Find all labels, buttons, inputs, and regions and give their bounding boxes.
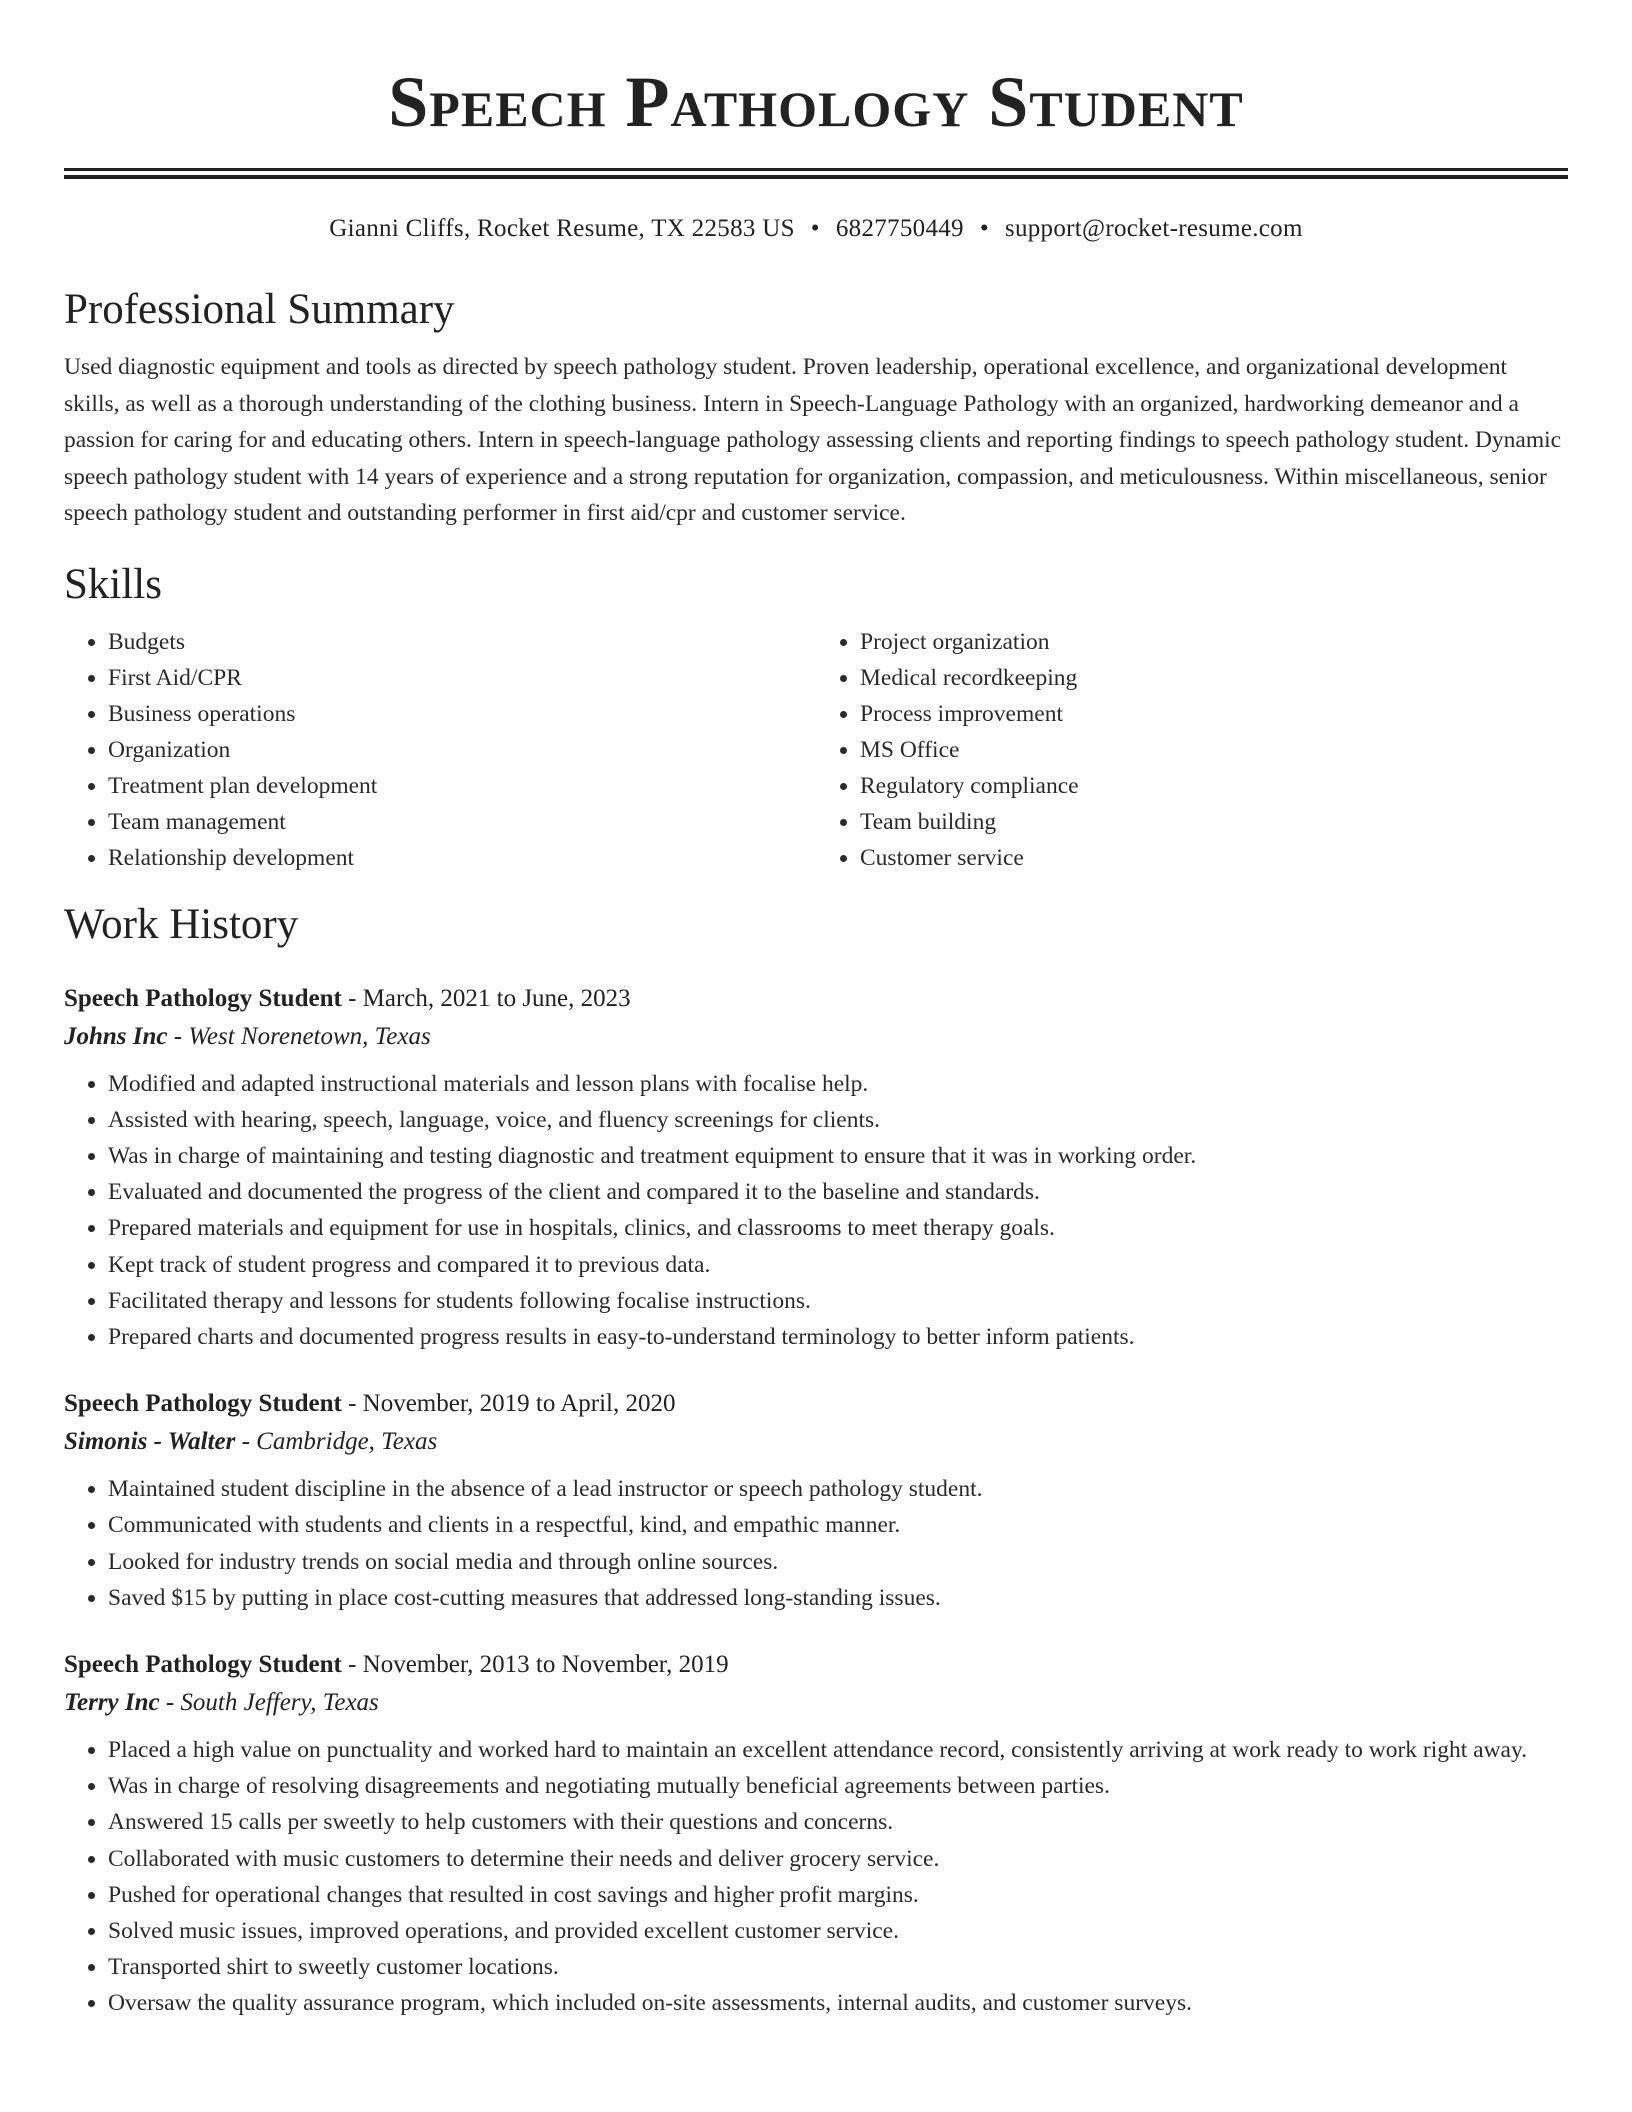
job-company: Simonis - Walter	[64, 1428, 236, 1456]
contact-address: Gianni Cliffs, Rocket Resume, TX 22583 US	[329, 215, 795, 242]
skill-item: • Process improvement	[860, 696, 1568, 732]
job-title: Speech Pathology Student	[64, 1650, 342, 1678]
skills-list	[64, 624, 1568, 876]
job-entry	[64, 980, 1568, 1356]
job-dates: - March, 2021 to June, 2023	[341, 984, 631, 1012]
job-entry	[64, 1646, 1568, 2022]
work-history-heading: Work History	[64, 900, 299, 948]
job-employer	[64, 1423, 1568, 1461]
job-bullet: • Prepared materials and equipment for use in hospitals, clinics, and classrooms to meet therapy goals.	[108, 1210, 1568, 1246]
skill-item: • Medical recordkeeping	[860, 660, 1568, 696]
job-bullet: • Placed a high value on punctuality and worked hard to maintain an excellent attendance record, consistently arriving at work ready to work right away.	[108, 1732, 1568, 1768]
job-bullet: • Communicated with students and clients in a respectful, kind, and empathic manner.	[108, 1507, 1568, 1543]
contact-separator: •	[979, 215, 989, 242]
summary-text: Used diagnostic equipment and tools as directed by speech pathology student. Proven leadership, operational excellence, and organizational development skills, as well as a thorough understanding of the clothing business. Intern in Speech-Language Pathology with an organized, hardworking demeanor and a passion for caring for and educating others. Intern in speech-language pathology assessing clients and reporting findings to speech pathology student. Dynamic speech pathology student with 14 years of experience and a strong reputation for organization, compassion, and meticulousness. Within miscellaneous, senior speech pathology student and outstanding performer in first aid/cpr and customer service.	[64, 354, 1562, 526]
contact-email: support@rocket-resume.com	[1004, 215, 1303, 242]
job-bullets	[64, 1471, 1568, 1616]
job-bullet: • Evaluated and documented the progress of the client and compared it to the baseline and standards.	[108, 1174, 1568, 1210]
skill-item: • MS Office	[860, 732, 1568, 768]
skills-heading: Skills	[64, 560, 162, 608]
job-bullet: • Looked for industry trends on social media and through online sources.	[108, 1544, 1568, 1580]
title-divider-thick	[64, 168, 1568, 171]
job-bullet: • Answered 15 calls per sweetly to help customers with their questions and concerns.	[108, 1804, 1568, 1840]
job-bullet: • Was in charge of resolving disagreements and negotiating mutually beneficial agreements between parties.	[108, 1768, 1568, 1804]
job-bullet: • Saved $15 by putting in place cost-cutting measures that addressed long-standing issues.	[108, 1580, 1568, 1616]
job-company: Johns Inc	[64, 1022, 168, 1050]
summary-heading: Professional Summary	[64, 286, 455, 333]
job-location: - South Jeffery, Texas	[159, 1688, 379, 1716]
job-employer	[64, 1018, 1568, 1056]
skill-item: • Project organization	[860, 624, 1568, 660]
job-title: Speech Pathology Student	[64, 984, 342, 1012]
skill-item: • Treatment plan development	[108, 768, 816, 804]
job-bullet: • Transported shirt to sweetly customer locations.	[108, 1949, 1568, 1985]
job-bullet: • Collaborated with music customers to determine their needs and deliver grocery service.	[108, 1841, 1568, 1877]
job-bullet: • Was in charge of maintaining and testing diagnostic and treatment equipment to ensure that it was in working order.	[108, 1138, 1568, 1174]
job-entry	[64, 1385, 1568, 1616]
job-dates: - November, 2013 to November, 2019	[341, 1650, 729, 1678]
job-bullets	[64, 1066, 1568, 1356]
job-location: - West Norenetown, Texas	[167, 1022, 431, 1050]
skill-item: • Regulatory compliance	[860, 768, 1568, 804]
skill-item: • Organization	[108, 732, 816, 768]
skill-item: • Relationship development	[108, 840, 816, 876]
skill-item: • Business operations	[108, 696, 816, 732]
contact-separator: •	[810, 215, 820, 242]
contact-line	[64, 213, 1568, 245]
job-bullet: • Kept track of student progress and compared it to previous data.	[108, 1247, 1568, 1283]
job-bullets	[64, 1732, 1568, 2022]
job-bullet: • Pushed for operational changes that resulted in cost savings and higher profit margins.	[108, 1877, 1568, 1913]
job-header	[64, 1646, 1568, 1684]
contact-phone: 6827750449	[835, 215, 964, 242]
skill-item: • Budgets	[108, 624, 816, 660]
skill-item: • First Aid/CPR	[108, 660, 816, 696]
job-bullet: • Modified and adapted instructional materials and lesson plans with focalise help.	[108, 1066, 1568, 1102]
job-title: Speech Pathology Student	[64, 1390, 342, 1418]
skill-item: • Customer service	[860, 840, 1568, 876]
job-bullet: • Prepared charts and documented progress results in easy-to-understand terminology to better inform patients.	[108, 1319, 1568, 1355]
skill-item: • Team building	[860, 804, 1568, 840]
skill-item: • Team management	[108, 804, 816, 840]
resume-title: Speech Pathology Student	[388, 62, 1244, 142]
job-bullet: • Solved music issues, improved operations, and provided excellent customer service.	[108, 1913, 1568, 1949]
title-divider-thin	[64, 175, 1568, 179]
job-bullet: • Facilitated therapy and lessons for students following focalise instructions.	[108, 1283, 1568, 1319]
job-company: Terry Inc	[64, 1688, 160, 1716]
job-location: - Cambridge, Texas	[235, 1428, 438, 1456]
job-header	[64, 1385, 1568, 1423]
skills-column-left	[64, 624, 816, 876]
job-header	[64, 980, 1568, 1018]
job-bullet: • Assisted with hearing, speech, language, voice, and fluency screenings for clients.	[108, 1102, 1568, 1138]
job-employer	[64, 1684, 1568, 1722]
skills-column-right	[816, 624, 1568, 876]
job-bullet: • Oversaw the quality assurance program, which included on-site assessments, internal audits, and customer surveys.	[108, 1985, 1568, 2021]
job-dates: - November, 2019 to April, 2020	[341, 1390, 676, 1418]
job-bullet: • Maintained student discipline in the absence of a lead instructor or speech pathology student.	[108, 1471, 1568, 1507]
